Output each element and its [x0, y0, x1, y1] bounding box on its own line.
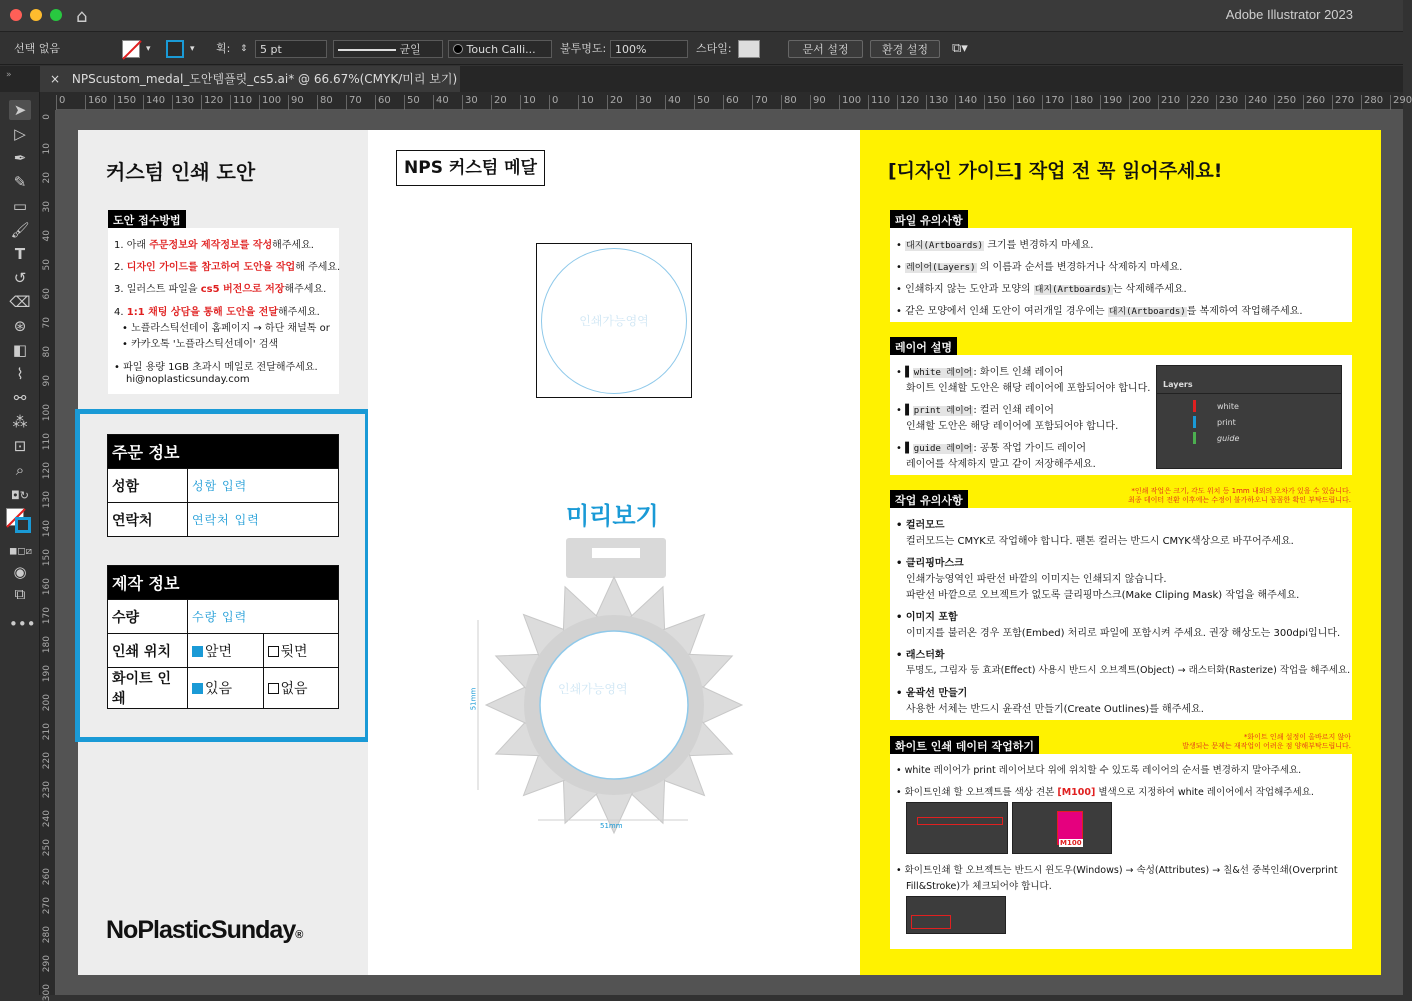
- close-window-button[interactable]: [10, 9, 22, 21]
- dimension-height: 51mm: [469, 687, 478, 711]
- ruler-tick: 20: [607, 95, 623, 110]
- ruler-tick: 130: [926, 95, 948, 110]
- ruler-tick: 100: [839, 95, 861, 110]
- production-info-heading: 제작 정보: [108, 566, 339, 600]
- none-fill-icon: [123, 41, 141, 59]
- drawing-mode-icon[interactable]: ◉: [13, 563, 27, 581]
- ruler-tick: 90: [810, 95, 826, 110]
- ruler-tick: 10: [42, 143, 52, 155]
- more-tools-icon[interactable]: •••: [9, 615, 36, 633]
- order-info-heading: 주문 정보: [108, 435, 339, 469]
- artboard-tool-icon[interactable]: ⊡: [13, 437, 27, 455]
- ruler-tick: 250: [1274, 95, 1296, 110]
- howto-heading: 도안 접수방법: [108, 210, 186, 230]
- layer-desc-guide: 레이어를 삭제하지 말고 같이 저장해주세요.: [906, 459, 1096, 470]
- layer-heading: 레이어 설명: [890, 337, 957, 357]
- ruler-tick: 220: [42, 752, 52, 770]
- ruler-tick: 210: [1158, 95, 1180, 110]
- canvas[interactable]: [56, 110, 1403, 995]
- type-tool-icon[interactable]: T: [14, 245, 26, 263]
- opacity-input[interactable]: 100%: [610, 40, 688, 58]
- file-notes-heading: 파일 유의사항: [890, 210, 968, 230]
- ruler-tick: 140: [42, 520, 52, 538]
- tab-close-icon[interactable]: ×: [50, 72, 61, 86]
- layers-panel-title: Layers: [1157, 366, 1341, 394]
- eyedropper-tool-icon[interactable]: ⌇: [16, 365, 24, 383]
- work-notes-box: [890, 508, 1352, 720]
- swatches-mini-screenshot: [1012, 802, 1112, 854]
- ruler-tick: 260: [1303, 95, 1325, 110]
- document-tab-bar: [0, 66, 1403, 92]
- ruler-tick: 100: [259, 95, 281, 110]
- ruler-tick: 30: [636, 95, 652, 110]
- rotate-tool-icon[interactable]: ↺: [13, 269, 27, 287]
- file-note-4: • 같은 모양에서 인쇄 도안이 여러개일 경우에는 대지(Artboards)를 복제하여 작업해주세요.: [896, 306, 1303, 317]
- white-print-box: [890, 754, 1352, 949]
- opacity-label: 불투명도:: [560, 42, 607, 55]
- ruler-tick: 0: [42, 114, 52, 120]
- ruler-tick: 210: [42, 723, 52, 741]
- work-desc-rasterize: 투명도, 그림자 등 효과(Effect) 사용시 반드시 오브젝트(Object) → 래스터화(Rasterize) 작업을 해주세요.: [906, 665, 1351, 676]
- ruler-tick: 0: [549, 95, 558, 110]
- ruler-tick: 150: [984, 95, 1006, 110]
- dimension-width: 51mm: [600, 822, 623, 830]
- ruler-tick: 120: [42, 462, 52, 480]
- ruler-tick: 280: [42, 926, 52, 944]
- brush-name: Touch Calli...: [466, 43, 536, 56]
- white-item-3b: Fill&Stroke)가 체크되어야 합니다.: [906, 881, 1052, 892]
- work-notes-heading: 작업 유의사항: [890, 490, 968, 510]
- ruler-tick: 140: [955, 95, 977, 110]
- howto-sub-1: • 노플라스틱선데이 홈페이지 → 하단 채널톡 or: [122, 323, 330, 334]
- quantity-label: 수량: [108, 600, 188, 634]
- howto-step-3: 3. 일러스트 파일을 cs5 버전으로 저장해주세요.: [114, 284, 327, 295]
- back-option[interactable]: 뒷면: [263, 634, 339, 668]
- control-bar: [0, 33, 1403, 65]
- contact-input[interactable]: 연락처 입력: [188, 503, 339, 537]
- ruler-tick: 170: [42, 607, 52, 625]
- white-print-label: 화이트 인쇄: [108, 668, 188, 709]
- ruler-tick: 60: [375, 95, 391, 110]
- work-heading-clipping: • 클리핑마스크: [896, 558, 964, 569]
- howto-box: [108, 228, 339, 394]
- file-notes-box: [890, 228, 1352, 322]
- ruler-tick: 190: [42, 665, 52, 683]
- paintbrush-tool-icon[interactable]: 🖌: [10, 221, 30, 239]
- layer-item-guide: • ▌guide 레이어: 공통 작업 가이드 레이어: [896, 443, 1087, 454]
- print-area-frame[interactable]: [536, 243, 692, 398]
- color-mode-icon[interactable]: ◼◻⧄: [9, 546, 32, 557]
- stroke-weight-input[interactable]: 5 pt: [255, 40, 327, 58]
- layers-row-guide: guide: [1217, 434, 1240, 443]
- ruler-tick: 160: [42, 578, 52, 596]
- white-item-3: • 화이트인쇄 할 오브젝트는 반드시 윈도우(Windows) → 속성(Attributes) → 칠&선 중복인쇄(Overprint: [896, 865, 1338, 876]
- checked-box-icon: [192, 683, 203, 694]
- work-heading-rasterize: • 래스터화: [896, 650, 945, 661]
- ruler-tick: 30: [462, 95, 478, 110]
- document-setup-button[interactable]: 문서 설정: [788, 40, 863, 58]
- layers-panel-screenshot: [1156, 365, 1342, 469]
- stepper-icon[interactable]: ⇕: [240, 44, 248, 54]
- fill-swatch[interactable]: [122, 40, 140, 58]
- white-no-option[interactable]: 없음: [263, 668, 339, 709]
- medal-title-box: NPS 커스텀 메달: [396, 150, 545, 186]
- warp-tool-icon[interactable]: ⊛: [13, 317, 27, 335]
- ruler-tick: 50: [42, 259, 52, 271]
- ruler-tick: 0: [56, 95, 65, 110]
- ruler-tick: 280: [1361, 95, 1383, 110]
- layers-mini-screenshot: [906, 802, 1008, 854]
- screen-mode-icon[interactable]: ⧉: [14, 585, 26, 603]
- ruler-tick: 90: [288, 95, 304, 110]
- stroke-profile-label: 균일: [399, 43, 421, 56]
- ruler-tick: 130: [42, 491, 52, 509]
- preview-heading: 미리보기: [566, 502, 659, 530]
- m100-swatch-label: M100: [1060, 839, 1082, 847]
- work-desc-clipping: 인쇄가능영역인 파란선 바깥의 이미지는 인쇄되지 않습니다.: [906, 574, 1167, 585]
- print-area-label-2: 인쇄가능영역: [558, 682, 628, 696]
- artboard-design-guide[interactable]: [860, 130, 1381, 975]
- home-icon[interactable]: ⌂: [76, 6, 88, 27]
- ruler-tick: 180: [1071, 95, 1093, 110]
- ruler-tick: 230: [42, 781, 52, 799]
- ruler-tick: 240: [1245, 95, 1267, 110]
- ruler-tick: 10: [520, 95, 536, 110]
- white-item-1: • white 레이어가 print 레이어보다 위에 위치할 수 있도록 레이어의 순서를 변경하지 말아주세요.: [896, 765, 1302, 776]
- ruler-tick: 60: [42, 288, 52, 300]
- arrange-icon[interactable]: ⧉▾: [952, 41, 968, 56]
- ruler-tick: 70: [346, 95, 362, 110]
- file-note-3: • 인쇄하지 않는 도안과 모양의 대지(Artboards)는 삭제해주세요.: [896, 284, 1187, 295]
- layer-desc-white: 화이트 인쇄할 도안은 해당 레이어에 포함되어야 합니다.: [906, 383, 1151, 394]
- howto-step-4: 4. 1:1 채팅 상담을 통해 도안을 전달해주세요.: [114, 307, 320, 318]
- app-title: Adobe Illustrator 2023: [1225, 7, 1353, 22]
- ruler-tick: 10: [578, 95, 594, 110]
- work-desc-colormode: 컬러모드는 CMYK로 작업해야 합니다. 팬톤 컬러는 반드시 CMYK색상으로 바꾸어주세요.: [906, 536, 1294, 547]
- ruler-tick: 300: [42, 984, 52, 1001]
- layer-item-white: • ▌white 레이어: 화이트 인쇄 레이어: [896, 367, 1064, 378]
- layer-box: [890, 355, 1352, 475]
- work-desc-clipping-2: 파란선 바깥으로 오브젝트가 없도록 클리핑마스크(Make Cliping Mask) 작업을 해주세요.: [906, 590, 1300, 601]
- ruler-tick: 180: [42, 636, 52, 654]
- file-note-2: • 레이어(Layers) 의 이름과 순서를 변경하거나 삭제하지 마세요.: [896, 262, 1183, 273]
- white-item-2: • 화이트인쇄 할 오브젝트를 색상 견본 [M100] 별색으로 지정하여 white 레이어에서 작업해주세요.: [896, 787, 1314, 798]
- ruler-tick: 170: [1042, 95, 1064, 110]
- order-info-table: [107, 434, 339, 537]
- file-note-1: • 대지(Artboards) 크기를 변경하지 마세요.: [896, 240, 1094, 251]
- ruler-tick: 20: [42, 172, 52, 184]
- eraser-tool-icon[interactable]: ⌫: [9, 293, 31, 311]
- selection-tool-icon[interactable]: ➤: [9, 100, 31, 120]
- blend-tool-icon[interactable]: ⚯: [13, 389, 27, 407]
- ruler-tick: 290: [42, 955, 52, 973]
- gradient-tool-icon[interactable]: ◧: [12, 341, 28, 359]
- ruler-tick: 110: [868, 95, 890, 110]
- ruler-tick: 80: [42, 346, 52, 358]
- howto-note-1: • 파일 용량 1GB 초과시 메일로 전달해주세요.: [114, 362, 318, 373]
- ruler-tick: 240: [42, 810, 52, 828]
- ruler-tick: 130: [172, 95, 194, 110]
- layer-desc-print: 인쇄할 도안은 해당 레이어에 포함되어야 합니다.: [906, 421, 1119, 432]
- page-title: 커스텀 인쇄 도안: [106, 160, 256, 184]
- artboard-order-info[interactable]: [78, 130, 368, 975]
- work-heading-outlines: • 윤곽선 만들기: [896, 688, 968, 699]
- rectangle-tool-icon[interactable]: ▭: [12, 197, 28, 215]
- quantity-input[interactable]: 수량 입력: [188, 600, 339, 634]
- fill-stroke-indicator[interactable]: [6, 508, 34, 536]
- ruler-tick: 120: [897, 95, 919, 110]
- brush-icon: [453, 44, 463, 54]
- work-desc-embed: 이미지를 불러온 경우 포함(Embed) 처리로 파일에 포함시켜 주세요. 권장 해상도는 300dpi입니다.: [906, 628, 1341, 639]
- name-label: 성함: [108, 469, 188, 503]
- style-label: 스타일:: [696, 42, 732, 55]
- ruler-tick: 160: [85, 95, 107, 110]
- ruler-tick: 20: [491, 95, 507, 110]
- ruler-tick: 40: [665, 95, 681, 110]
- print-position-label: 인쇄 위치: [108, 634, 188, 668]
- ruler-tick: 150: [114, 95, 136, 110]
- ruler-tick: 200: [1129, 95, 1151, 110]
- ruler-tick: 200: [42, 694, 52, 712]
- ruler-tick: 270: [42, 897, 52, 915]
- ruler-tick: 110: [230, 95, 252, 110]
- ruler-tick: 110: [42, 433, 52, 451]
- swap-colors-icon[interactable]: ◘↻: [11, 489, 29, 502]
- stroke-swatch[interactable]: [166, 40, 184, 58]
- layers-row-white: white: [1217, 402, 1239, 411]
- contact-email: hi@noplasticsunday.com: [126, 374, 250, 385]
- style-swatch[interactable]: [738, 40, 760, 58]
- work-heading-embed: • 이미지 포함: [896, 612, 958, 623]
- ruler-tick: 260: [42, 868, 52, 886]
- front-option[interactable]: 앞면: [188, 634, 264, 668]
- white-print-warning: *화이트 인쇄 설정이 올바르지 않아 발생되는 문제는 재작업이 어려운 점 양해부탁드립니다.: [1182, 733, 1351, 750]
- selection-status: 선택 없음: [14, 42, 61, 55]
- ruler-tick: 140: [143, 95, 165, 110]
- layer-item-print: • ▌print 레이어: 컬러 인쇄 레이어: [896, 405, 1054, 416]
- pen-tool-icon[interactable]: ✒: [13, 149, 27, 167]
- howto-step-1: 1. 아래 주문정보와 제작정보를 작성해주세요.: [114, 240, 314, 251]
- ruler-tick: 80: [781, 95, 797, 110]
- ruler-tick: 70: [42, 317, 52, 329]
- ruler-tick: 60: [723, 95, 739, 110]
- ruler-tick: 290: [1390, 95, 1412, 110]
- document-tab[interactable]: [40, 66, 460, 92]
- stroke-profile-select[interactable]: [333, 40, 443, 58]
- ruler-tick: 70: [752, 95, 768, 110]
- production-info-table: [107, 565, 339, 709]
- ruler-tick: 100: [42, 404, 52, 422]
- stroke-label: 획:: [216, 42, 231, 55]
- ruler-tick: 160: [1013, 95, 1035, 110]
- maximize-window-button[interactable]: [50, 9, 62, 21]
- minimize-window-button[interactable]: [30, 9, 42, 21]
- brand-logo: NoPlasticSunday®: [106, 916, 303, 944]
- work-notes-warning: *인쇄 작업은 크기, 각도 위치 등 1mm 내외의 오차가 있을 수 있습니다. 최종 데이터 전환 이후에는 수정이 불가하오니 꼼꼼한 확인 부탁드립니다.: [1128, 487, 1351, 504]
- ruler-origin[interactable]: [40, 92, 56, 110]
- tools-panel: [0, 92, 40, 995]
- title-bar: [0, 0, 1403, 32]
- zoom-tool-icon[interactable]: ⌕: [15, 461, 25, 479]
- white-yes-option[interactable]: 있음: [188, 668, 264, 709]
- ruler-tick: 270: [1332, 95, 1354, 110]
- howto-sub-2: • 카카오톡 '노플라스틱선데이' 검색: [122, 339, 279, 350]
- direct-selection-tool-icon[interactable]: ▷: [14, 125, 26, 143]
- ruler-tick: 80: [317, 95, 333, 110]
- ruler-tick: 230: [1216, 95, 1238, 110]
- guide-title: [디자인 가이드] 작업 전 꼭 읽어주세요!: [888, 160, 1223, 182]
- name-input[interactable]: 성함 입력: [188, 469, 339, 503]
- work-desc-outlines: 사용한 서체는 반드시 윤곽선 만들기(Create Outlines)를 해주세요.: [906, 704, 1204, 715]
- unchecked-box-icon: [268, 683, 279, 694]
- curvature-tool-icon[interactable]: ✎: [13, 173, 27, 191]
- howto-step-2: 2. 디자인 가이드를 참고하여 도안을 작업해 주세요.: [114, 262, 341, 273]
- preferences-button[interactable]: 환경 설정: [870, 40, 940, 58]
- attributes-mini-screenshot: [906, 896, 1006, 934]
- unchecked-box-icon: [268, 646, 279, 657]
- ruler-tick: 220: [1187, 95, 1209, 110]
- layers-row-print: print: [1217, 418, 1236, 427]
- ruler-tick: 190: [1100, 95, 1122, 110]
- ruler-tick: 40: [433, 95, 449, 110]
- brush-select[interactable]: [448, 40, 552, 58]
- ruler-tick: 150: [42, 549, 52, 567]
- ruler-tick: 90: [42, 375, 52, 387]
- work-heading-colormode: • 컬러모드: [896, 520, 945, 531]
- checked-box-icon: [192, 646, 203, 657]
- vertical-ruler[interactable]: [40, 110, 56, 1001]
- ruler-tick: 120: [201, 95, 223, 110]
- chevron-down-icon[interactable]: ▾: [146, 44, 151, 54]
- symbol-sprayer-tool-icon[interactable]: ⁂: [12, 413, 28, 431]
- ruler-tick: 250: [42, 839, 52, 857]
- artboard-medal[interactable]: [368, 130, 860, 975]
- tab-label: NPScustom_medal_도안템플릿_cs5.ai* @ 66.67%(CMYK/미리 보기): [71, 72, 458, 86]
- horizontal-ruler[interactable]: [56, 92, 1412, 110]
- collapse-panel-icon[interactable]: »: [6, 70, 12, 80]
- white-print-heading: 화이트 인쇄 데이터 작업하기: [890, 736, 1039, 756]
- contact-label: 연락처: [108, 503, 188, 537]
- chevron-down-icon[interactable]: ▾: [190, 44, 195, 54]
- ruler-tick: 30: [42, 201, 52, 213]
- ruler-tick: 50: [404, 95, 420, 110]
- print-area-label: 인쇄가능영역: [579, 314, 649, 328]
- ruler-tick: 40: [42, 230, 52, 242]
- ruler-tick: 50: [694, 95, 710, 110]
